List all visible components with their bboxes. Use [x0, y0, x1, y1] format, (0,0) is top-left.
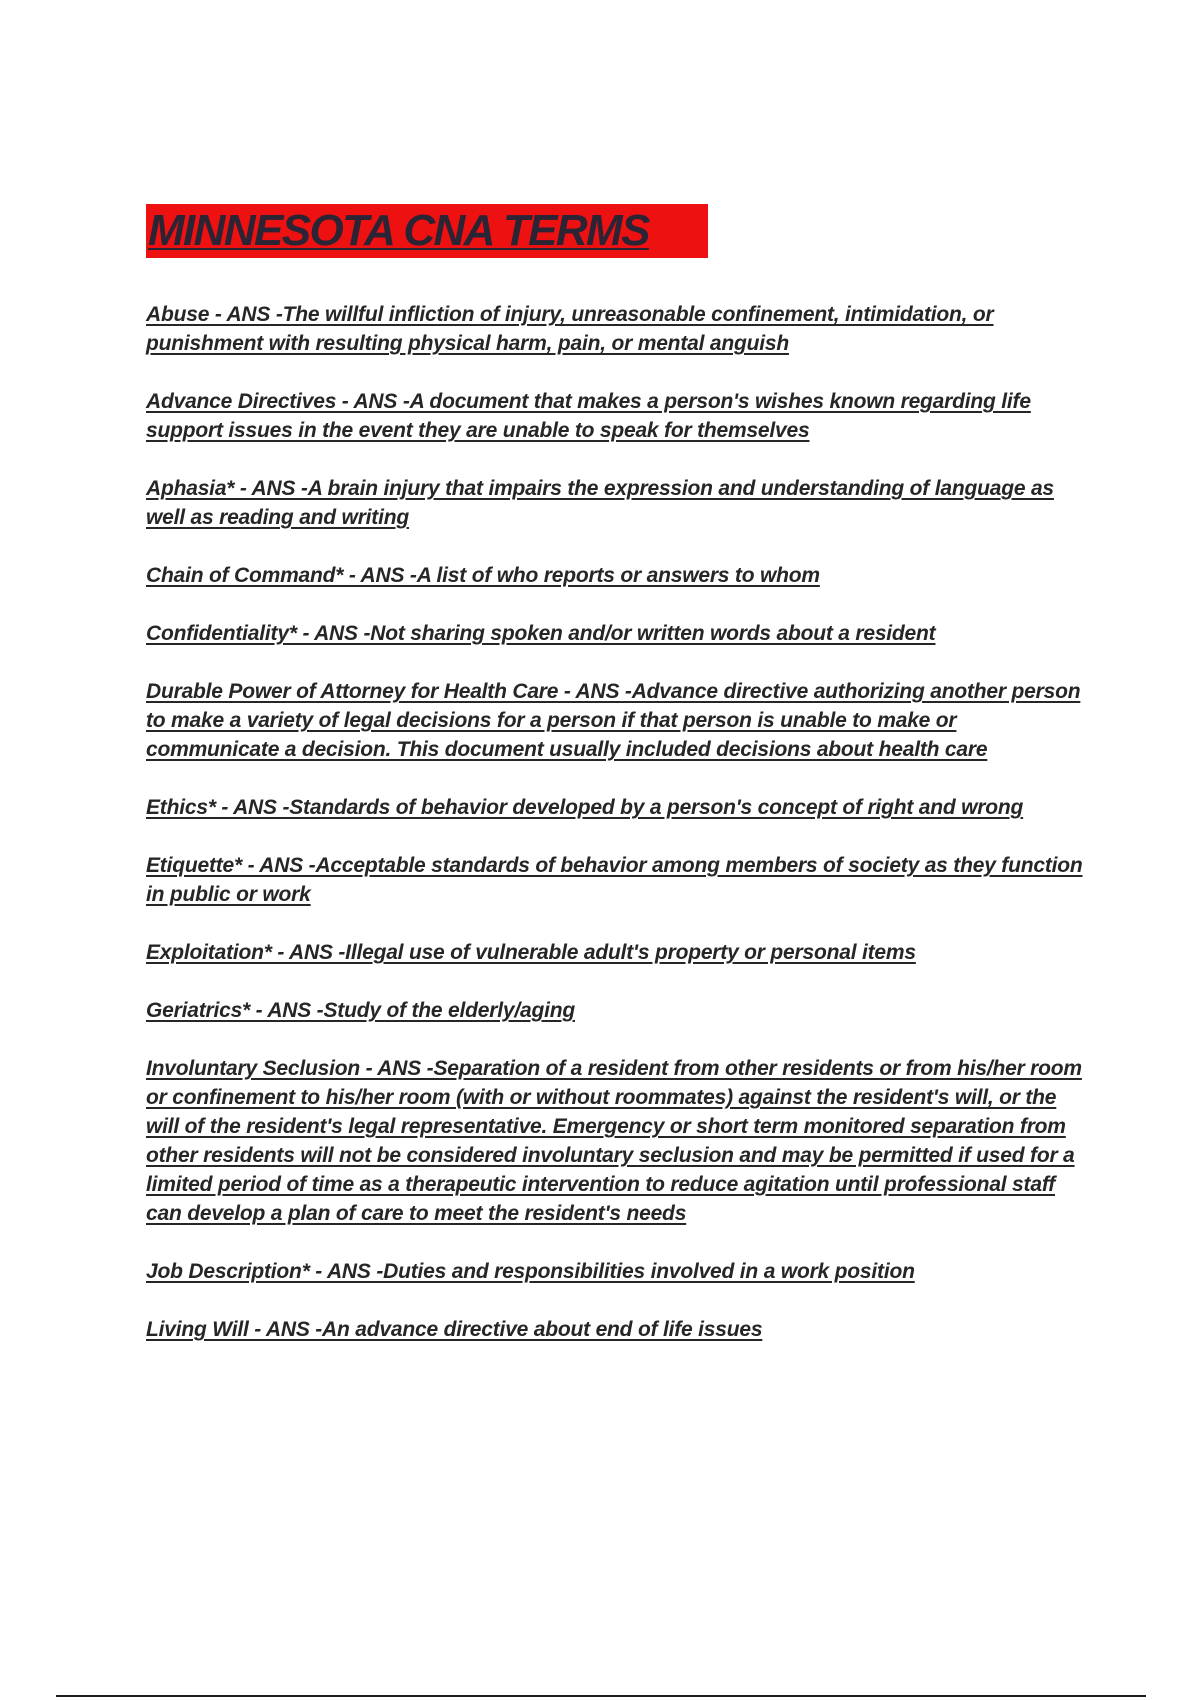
terms-list	[146, 300, 1086, 1373]
term-entry-exploitation: Exploitation* - ANS -Illegal use of vulnerable adult's property or personal items	[146, 941, 916, 964]
page-title: MINNESOTA CNA TERMS	[148, 206, 649, 255]
term-entry-confidentiality: Confidentiality* - ANS -Not sharing spoken and/or written words about a resident	[146, 622, 936, 645]
footer-divider	[56, 1695, 1146, 1697]
term-entry-chain-of-command: Chain of Command* - ANS -A list of who reports or answers to whom	[146, 564, 820, 587]
term-entry-durable-power-of-attorney: Durable Power of Attorney for Health Care - ANS -Advance directive authorizing another person to make a variety of legal decisions for a person if that person is unable to make or communicate a decision. This document usually included decisions about health care	[146, 680, 1081, 761]
term-entry-job-description: Job Description* - ANS -Duties and responsibilities involved in a work position	[146, 1260, 915, 1283]
term-entry-geriatrics: Geriatrics* - ANS -Study of the elderly/aging	[146, 999, 575, 1022]
term-entry-living-will: Living Will - ANS -An advance directive about end of life issues	[146, 1318, 763, 1341]
title-banner	[146, 204, 708, 258]
term-entry-abuse: Abuse - ANS -The willful infliction of injury, unreasonable confinement, intimidation, or punishment with resulting physical harm, pain, or mental anguish	[146, 303, 994, 355]
term-entry-aphasia: Aphasia* - ANS -A brain injury that impairs the expression and understanding of language as well as reading and writing	[146, 477, 1054, 529]
term-entry-advance-directives: Advance Directives - ANS -A document that makes a person's wishes known regarding life support issues in the event they are unable to speak for themselves	[146, 390, 1031, 442]
term-entry-ethics: Ethics* - ANS -Standards of behavior developed by a person's concept of right and wrong	[146, 796, 1024, 819]
term-entry-etiquette: Etiquette* - ANS -Acceptable standards of behavior among members of society as they function in public or work	[146, 854, 1083, 906]
term-entry-involuntary-seclusion: Involuntary Seclusion - ANS -Separation of a resident from other residents or from his/her room or confinement to his/her room (with or without roommates) against the resident's will, or the will of the resident's legal representative. Emergency or short term monitored separation from other residents will not be considered involuntary seclusion and may be permitted if used for a limited period of time as a therapeutic intervention to reduce agitation until professional staff can develop a plan of care to meet the resident's needs	[146, 1057, 1082, 1225]
